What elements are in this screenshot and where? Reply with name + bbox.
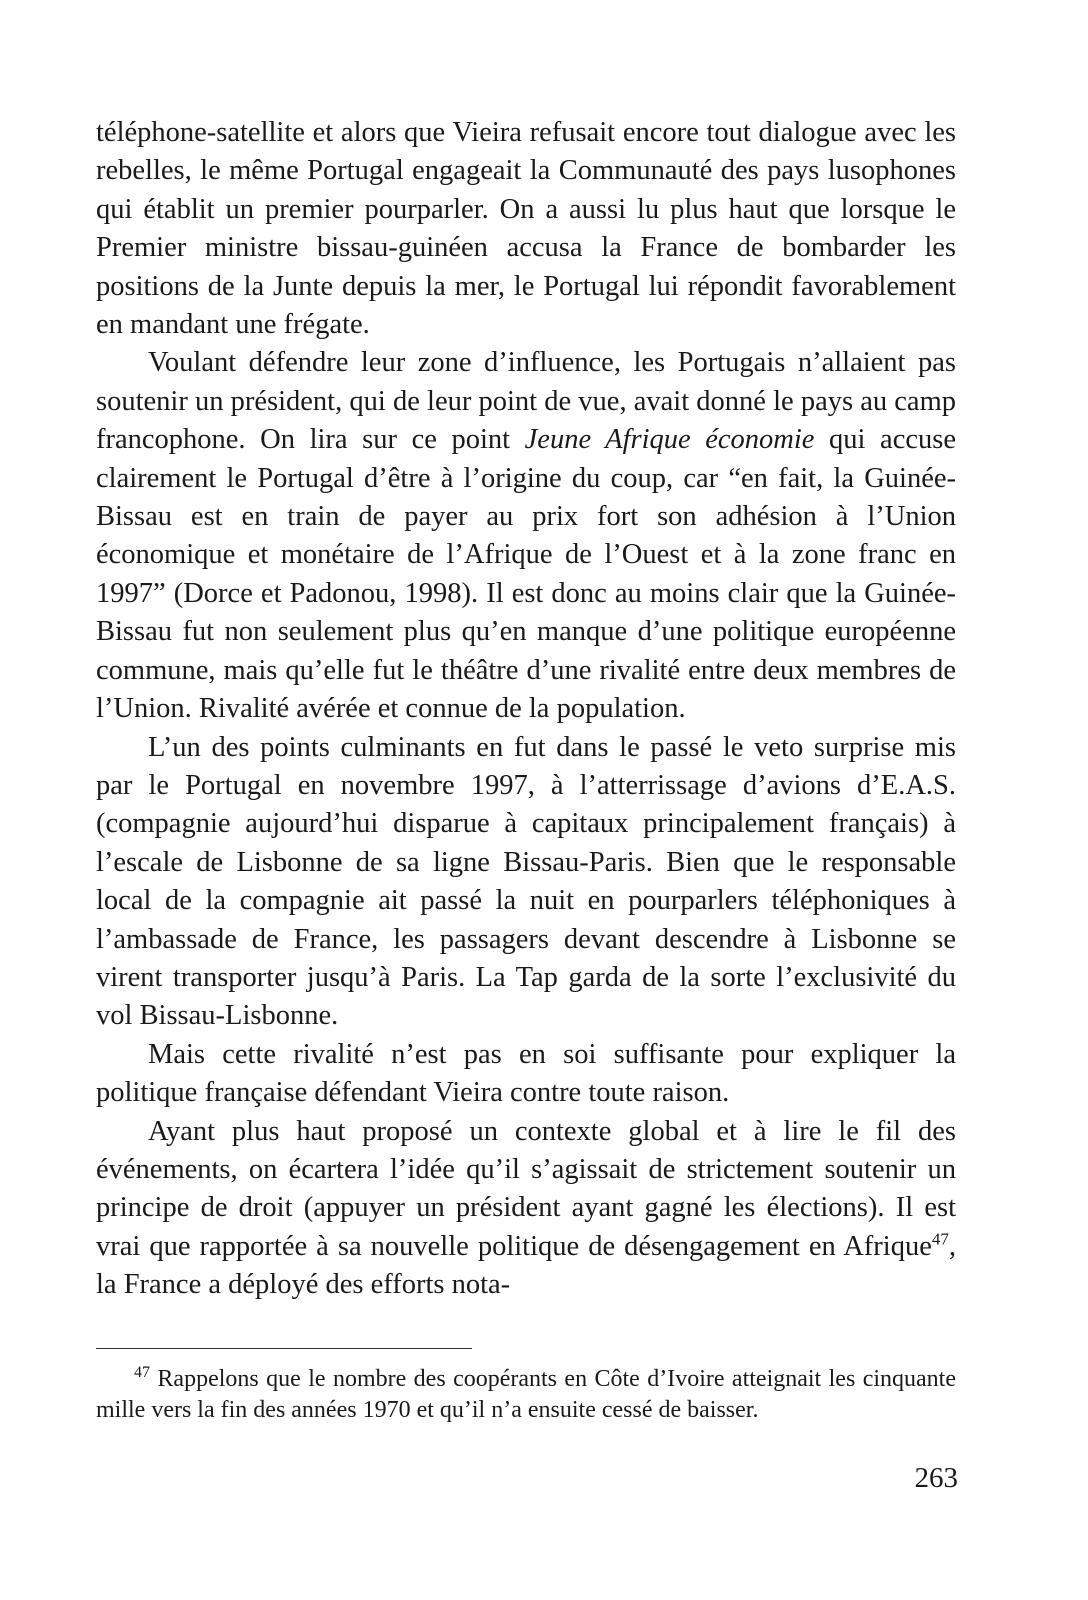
page-number: 263 [914, 1462, 958, 1494]
footnote-reference: 47 [931, 1229, 949, 1249]
paragraph-2 [96, 344, 956, 728]
paragraph-2-text-a: Voulant défendre leur zone d’influence, les Portugais n’allaient pas soutenir un président, qui de leur point de vue, avait donné le pays au camp francophone. On lira sur ce point [96, 347, 956, 456]
footnote-number: 47 [134, 1364, 150, 1381]
footnote-text: Rappelons que le nombre des coopérants en Côte d’Ivoire atteignait les cinquante mille vers la fin des années 1970 et qu’il n’a ensuite cessé de baisser. [96, 1366, 957, 1423]
footnote-separator [96, 1348, 472, 1349]
paragraph-4: Mais cette rivalité n’est pas en soi suffisante pour expliquer la politique française défendant Vieira contre toute raison. [96, 1038, 956, 1109]
page-body [96, 114, 956, 1305]
paragraph-5-text-a: Ayant plus haut proposé un contexte global et à lire le fil des événements, on écartera l’idée qu’il s’agissait de strictement soutenir un principe de droit (appuyer un président ayant gagné les élections). Il est vrai que rapportée à sa nouvelle politique de désengagement en Afrique [96, 1115, 956, 1262]
paragraph-5 [96, 1113, 956, 1305]
paragraph-2-italic-title: Jeune Afrique économie [524, 424, 815, 456]
paragraph-3: L’un des points culminants en fut dans le passé le veto surprise mis par le Portugal en novembre 1997, à l’atterrissage d’avions d’E.A.S. (compagnie aujourd’hui disparue à capitaux principalement français) à l’escale de Lisbonne de sa ligne Bissau-Paris. Bien que le responsable local de la compagnie ait passé la nuit en pourparlers téléphoniques à l’ambassade de France, les passagers devant descendre à Lisbonne se virent transporter jusqu’à Paris. La Tap garda de la sorte l’exclusivité du vol Bissau-Lisbonne. [96, 731, 956, 1032]
paragraph-5-text-b: , la France a déployé des efforts nota- [96, 1230, 956, 1301]
paragraph-1: téléphone-satellite et alors que Vieira refusait encore tout dialogue avec les rebelles, le même Portugal engageait la Communauté des pays lusophones qui établit un premier pourparler. On a aussi lu plus haut que lorsque le Premier ministre bissau-guinéen accusa la France de bombarder les positions de la Junte depuis la mer, le Portugal lui répondit favorablement en mandant une frégate. [96, 117, 956, 341]
footnote [96, 1364, 956, 1426]
paragraph-2-text-b: qui accuse clairement le Portugal d’être à l’origine du coup, car “en fait, la Guinée-Bissau est en train de payer au prix fort son adhésion à l’Union économique et monétaire de l’Afrique de l’Ouest et à la zone franc en 1997” (Dorce et Padonou, 1998). Il est donc au moins clair que la Guinée-Bissau fut non seulement plus qu’en manque d’une politique européenne commune, mais qu’elle fut le théâtre d’une rivalité entre deux membres de l’Union. Rivalité avérée et connue de la population. [96, 424, 956, 725]
